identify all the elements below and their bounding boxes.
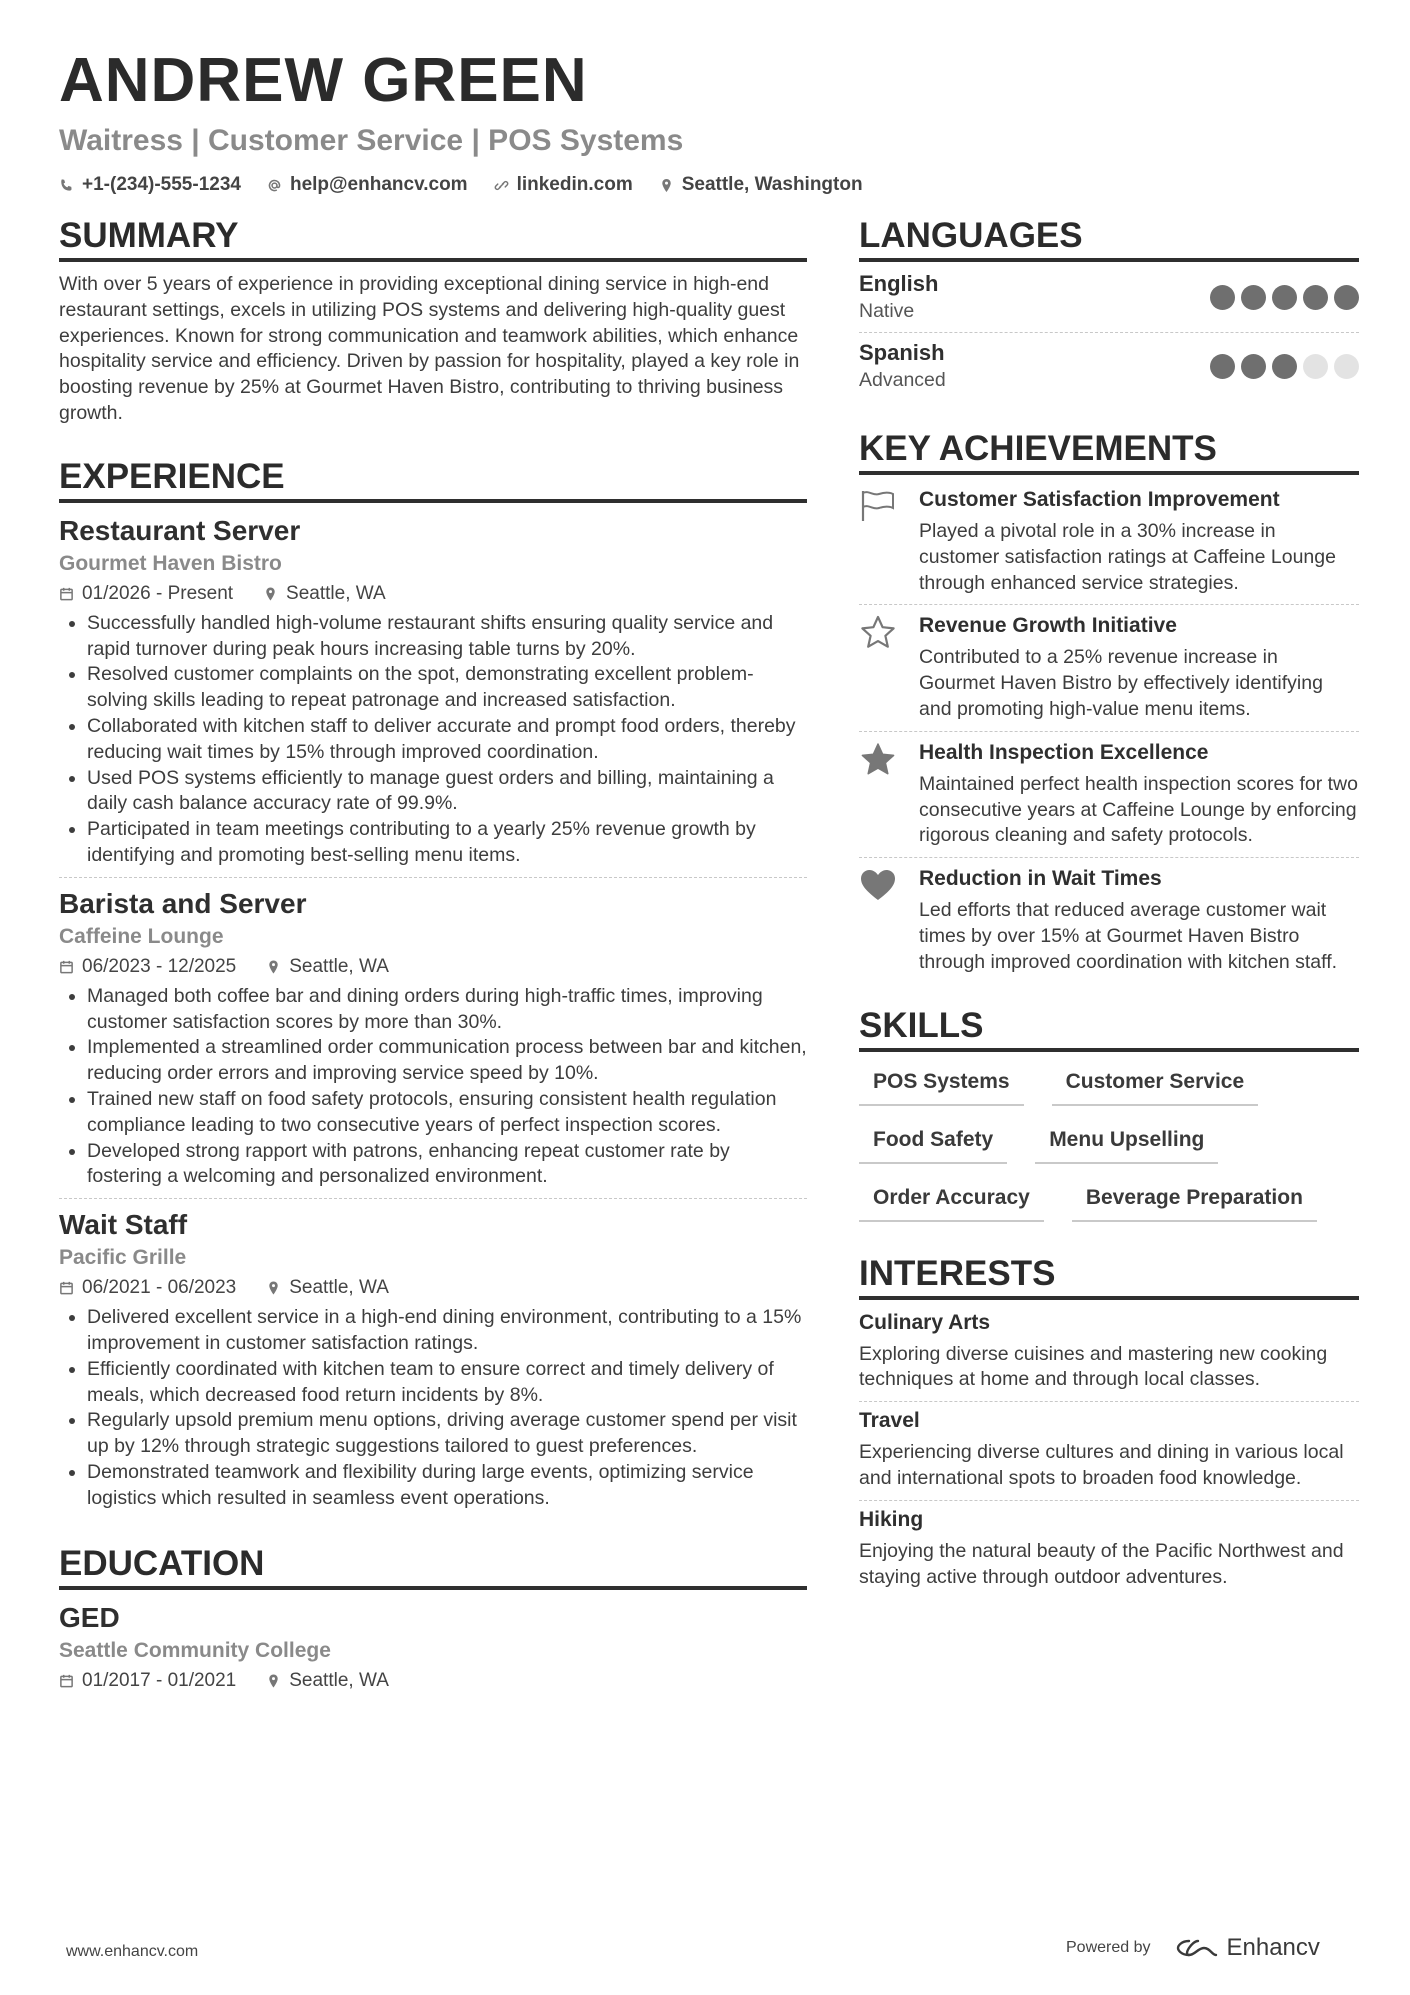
interest-title: Hiking (859, 1507, 924, 1531)
summary-heading: SUMMARY (59, 214, 807, 262)
rating-dot-filled (1334, 285, 1359, 310)
rating-dot-filled (1210, 354, 1235, 379)
language-rating (1210, 354, 1359, 379)
language-level: Native (859, 300, 915, 322)
job-location (263, 579, 386, 609)
job-bullet: • Demonstrated teamwork and flexibility during large events, optimizing service logistics which resulted in seamless event operations. (87, 1460, 807, 1512)
achievement-item (859, 479, 1359, 605)
job-meta (59, 952, 807, 982)
achievements-section (859, 427, 1359, 984)
powered-by-label: Powered by (1066, 1939, 1151, 1956)
heart-icon (859, 868, 897, 902)
interest-desc: Exploring diverse cuisines and mastering new cooking techniques at home and through local classes. (859, 1342, 1328, 1391)
star-outline-icon (859, 615, 897, 649)
right-column (859, 214, 1359, 1598)
experience-section (59, 455, 807, 1520)
languages-heading: LANGUAGES (859, 214, 1359, 262)
achievement-icon-wrap (859, 611, 901, 722)
job-bullet: • Efficiently coordinated with kitchen team to ensure correct and timely delivery of meals, which decreased food return incidents by 8%. (87, 1357, 807, 1409)
interest-title: Culinary Arts (859, 1310, 991, 1334)
achievement-body (919, 738, 1359, 849)
achievements-heading: KEY ACHIEVEMENTS (859, 427, 1359, 475)
skills-section (859, 1004, 1359, 1222)
rating-dot-filled (1210, 285, 1235, 310)
skill-tag: Beverage Preparation (1072, 1182, 1317, 1222)
job-role: Restaurant Server (59, 514, 301, 546)
achievement-body (919, 485, 1359, 596)
contact-email[interactable] (267, 174, 468, 196)
interest-desc: Enjoying the natural beauty of the Pacific Northwest and staying active through outdoor adventures. (859, 1539, 1344, 1588)
achievement-desc: Contributed to a 25% revenue increase in Gourmet Haven Bistro by effectively identifying and promoting high-value menu items. (919, 646, 1323, 720)
achievement-icon-wrap (859, 738, 901, 849)
job-meta (59, 1273, 807, 1303)
interest-item (859, 1402, 1359, 1501)
languages-section (859, 214, 1359, 401)
summary-text: With over 5 years of experience in providing exceptional dining service in high-end restaurant settings, excels in utilizing POS systems and delivering high-quality guest experiences. Known for strong communication and teamwork abilities, which enhance hospitality service and efficiency. Driven by passion for hospitality, played a key role in boosting revenue by 25% at Gourmet Haven Bistro, contributing to thriving business growth. (59, 273, 800, 424)
job-entry (59, 886, 807, 1199)
job-bullet: • Developed strong rapport with patrons, enhancing repeat customer rate by fostering a welcoming and personalized environment. (87, 1139, 807, 1191)
at-icon (267, 178, 282, 193)
job-bullet: • Used POS systems efficiently to manage guest orders and billing, maintaining a daily cash balance accuracy rate of 99.9%. (87, 766, 807, 818)
candidate-name: ANDREW GREEN (59, 46, 588, 115)
job-bullet: • Regularly upsold premium menu options, driving average customer spend per visit up by 12% through strategic suggestions tailored to guest preferences. (87, 1408, 807, 1460)
calendar-icon (59, 959, 74, 975)
job-bullet: • Resolved customer complaints on the spot, demonstrating excellent problem-solving skills leading to repeat patronage and increased satisfaction. (87, 662, 807, 714)
contact-bar (59, 174, 1359, 196)
achievement-icon-wrap (859, 864, 901, 975)
job-bullets (59, 1305, 807, 1511)
interest-item (859, 1501, 1359, 1599)
brand-name: Enhancv (1226, 1934, 1320, 1961)
location-icon (266, 1673, 281, 1689)
brand-logo[interactable] (1175, 1934, 1320, 1962)
contact-email-text: help@enhancv.com (289, 174, 468, 195)
contact-location-text: Seattle, Washington (681, 174, 863, 195)
skills-heading: SKILLS (859, 1004, 1359, 1052)
achievement-desc: Led efforts that reduced average customer wait times by over 15% at Gourmet Haven Bistro through improved coordination with kitchen staff. (919, 899, 1338, 973)
rating-dot-filled (1272, 285, 1297, 310)
job-entry (59, 513, 807, 878)
job-entry (59, 1207, 807, 1519)
education-section (59, 1542, 807, 1696)
calendar-icon (59, 1673, 74, 1689)
education-location-text: Seattle, WA (289, 1669, 389, 1691)
achievement-item (859, 858, 1359, 983)
language-info (859, 339, 946, 393)
phone-icon (59, 178, 74, 193)
job-bullet: • Trained new staff on food safety protocols, ensuring consistent health regulation compliance leading to two consecutive years of perfect inspection scores. (87, 1087, 807, 1139)
rating-dot-empty (1334, 354, 1359, 379)
education-heading: EDUCATION (59, 1542, 807, 1590)
rating-dot-filled (1303, 285, 1328, 310)
contact-phone[interactable] (59, 174, 241, 196)
job-bullets (59, 611, 807, 869)
location-icon (263, 586, 278, 602)
achievement-item (859, 732, 1359, 858)
job-role: Barista and Server (59, 887, 307, 919)
job-dates-text: 06/2021 - 06/2023 (82, 1277, 237, 1299)
skills-list (859, 1062, 1359, 1222)
header (59, 44, 1359, 196)
achievement-desc: Played a pivotal role in a 30% increase in customer satisfaction ratings at Caffeine Lounge through enhanced service strategies. (919, 520, 1336, 594)
achievement-desc: Maintained perfect health inspection scores for two consecutive years at Caffeine Lounge by enforcing rigorous cleaning and safety protocols. (919, 772, 1358, 847)
achievement-title: Health Inspection Excellence (919, 740, 1209, 764)
contact-linkedin[interactable] (494, 174, 633, 196)
interest-title: Travel (859, 1409, 920, 1433)
calendar-icon (59, 1280, 74, 1296)
achievement-title: Reduction in Wait Times (919, 867, 1162, 891)
skill-tag: Food Safety (859, 1124, 1007, 1164)
calendar-icon (59, 586, 74, 602)
candidate-title: Waitress | Customer Service | POS Systems (59, 124, 684, 157)
job-dates-text: 01/2026 - Present (82, 582, 234, 604)
footer-website[interactable]: www.enhancv.com (66, 1943, 199, 1960)
job-dates (59, 1273, 236, 1303)
contact-location (659, 174, 863, 196)
location-icon (659, 178, 674, 193)
language-level: Advanced (859, 369, 946, 391)
job-company: Caffeine Lounge (59, 924, 224, 948)
skill-tag: Menu Upselling (1035, 1124, 1218, 1164)
interests-heading: INTERESTS (859, 1252, 1359, 1300)
skill-tag: POS Systems (859, 1066, 1024, 1106)
contact-phone-text: +1-(234)-555-1234 (82, 174, 241, 195)
job-bullet: • Collaborated with kitchen staff to deliver accurate and prompt food orders, thereby reducing wait times by 15% through improved coordination. (87, 714, 807, 766)
location-icon (266, 959, 281, 975)
job-role: Wait Staff (59, 1209, 188, 1241)
education-location (266, 1666, 389, 1696)
job-dates-text: 06/2023 - 12/2025 (82, 955, 237, 977)
language-rating (1210, 285, 1359, 310)
rating-dot-filled (1241, 354, 1266, 379)
education-dates (59, 1666, 236, 1696)
job-bullet: • Participated in team meetings contributing to a yearly 25% revenue growth by identifying and promoting best-selling menu items. (87, 817, 807, 869)
job-company: Gourmet Haven Bistro (59, 551, 282, 575)
achievement-item (859, 605, 1359, 731)
job-location-text: Seattle, WA (286, 582, 386, 604)
language-item (859, 264, 1359, 333)
job-bullet: • Managed both coffee bar and dining orders during high-traffic times, improving customer satisfaction scores by more than 30%. (87, 984, 807, 1036)
footer-branding (1066, 1934, 1320, 1962)
contact-linkedin-text: linkedin.com (516, 174, 633, 195)
language-name: English (859, 271, 939, 296)
job-dates (59, 952, 236, 982)
flag-icon (859, 489, 897, 523)
job-location (266, 1273, 389, 1303)
summary-section (59, 214, 807, 427)
link-icon (494, 178, 509, 193)
rating-dot-empty (1303, 354, 1328, 379)
location-icon (266, 1280, 281, 1296)
interest-item (859, 1304, 1359, 1403)
education-school: Seattle Community College (59, 1638, 331, 1662)
education-meta (59, 1666, 807, 1696)
job-company: Pacific Grille (59, 1246, 187, 1270)
enhancv-logo-icon (1175, 1937, 1219, 1959)
achievement-title: Revenue Growth Initiative (919, 614, 1177, 638)
left-column (59, 214, 807, 1698)
achievement-title: Customer Satisfaction Improvement (919, 488, 1280, 511)
interests-section (859, 1252, 1359, 1599)
skill-tag: Order Accuracy (859, 1182, 1044, 1222)
job-bullet: • Delivered excellent service in a high-end dining environment, contributing to a 15% improvement in customer satisfaction ratings. (87, 1305, 807, 1357)
job-bullet: • Successfully handled high-volume restaurant shifts ensuring quality service and rapid turnover during peak hours increasing table turns by 20%. (87, 611, 807, 663)
job-dates (59, 579, 233, 609)
education-dates-text: 01/2017 - 01/2021 (82, 1669, 237, 1691)
job-bullet: • Implemented a streamlined order communication process between bar and kitchen, reducing order errors and improving service speed by 10%. (87, 1035, 807, 1087)
language-name: Spanish (859, 340, 945, 365)
language-item (859, 333, 1359, 401)
achievement-body (919, 864, 1359, 975)
skill-tag: Customer Service (1052, 1066, 1259, 1106)
language-info (859, 270, 938, 324)
job-location-text: Seattle, WA (289, 955, 389, 977)
education-degree: GED (59, 1601, 120, 1633)
rating-dot-filled (1272, 354, 1297, 379)
rating-dot-filled (1241, 285, 1266, 310)
achievement-icon-wrap (859, 485, 901, 596)
job-bullets (59, 984, 807, 1190)
experience-heading: EXPERIENCE (59, 455, 807, 503)
job-location (266, 952, 389, 982)
star-filled-icon (859, 742, 897, 776)
job-meta (59, 579, 807, 609)
interest-desc: Experiencing diverse cultures and dining in various local and international spots to broaden food knowledge. (859, 1441, 1344, 1489)
achievement-body (919, 611, 1359, 722)
job-location-text: Seattle, WA (289, 1277, 389, 1299)
